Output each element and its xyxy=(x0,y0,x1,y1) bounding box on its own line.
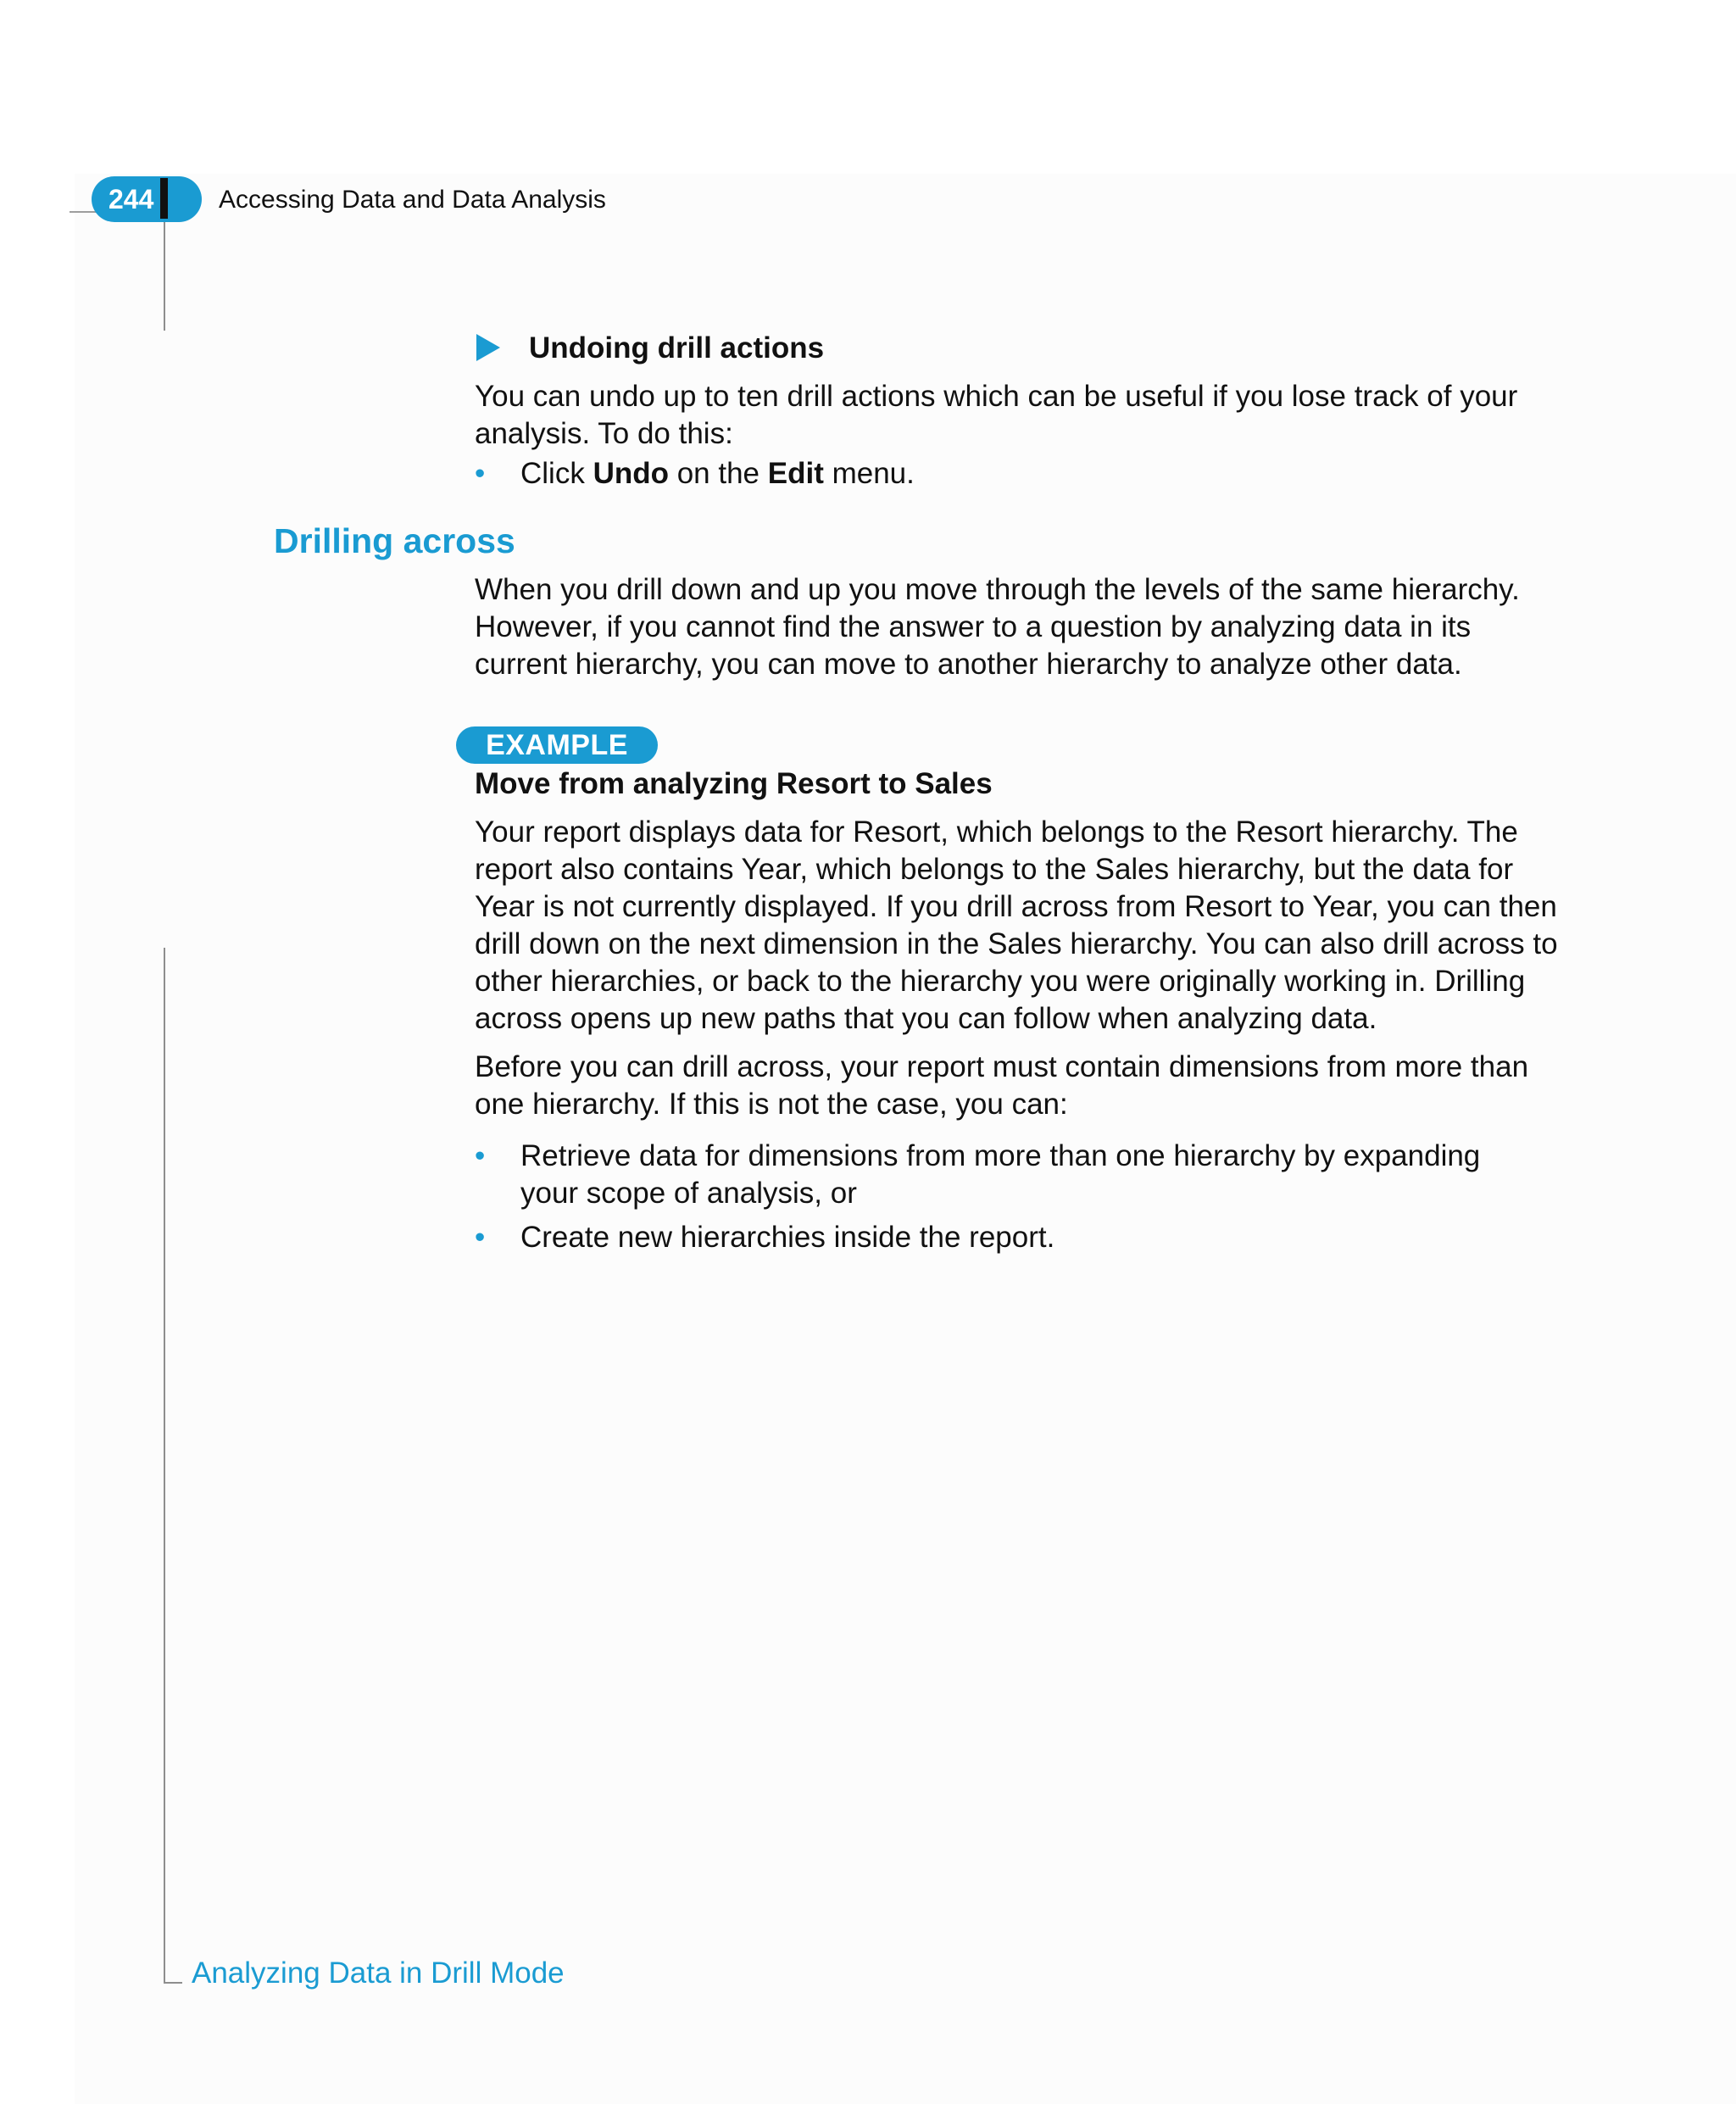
example-title: Move from analyzing Resort to Sales xyxy=(475,767,993,800)
list-item: Create new hierarchies inside the report. xyxy=(520,1221,1055,1254)
undo-bullet-middle: on the xyxy=(668,457,768,490)
page-number: 244 xyxy=(108,184,154,214)
undo-bullet-suffix: menu. xyxy=(823,457,915,490)
subhead-undoing-drill-actions: Undoing drill actions xyxy=(529,331,825,365)
before-paragraph: Before you can drill across, your report must contain dimensions from more than one hierarchy. If this is not the case, you can: xyxy=(475,1050,1529,1121)
undo-bullet xyxy=(520,455,1538,493)
bullet-dot: • xyxy=(475,1221,486,1254)
undo-command: Undo xyxy=(593,457,669,490)
example-badge: EXAMPLE xyxy=(456,726,658,764)
undo-bullet-prefix: Click xyxy=(520,457,593,490)
list-item: Retrieve data for dimensions from more than one hierarchy by expanding your scope of analysis, or xyxy=(520,1139,1481,1210)
drilling-across-paragraph: When you drill down and up you move through the levels of the same hierarchy. However, if you cannot find the answer to a question by analyzing data in its current hierarchy, you can move to another hierarchy to analyze other data. xyxy=(475,573,1520,681)
undo-paragraph: You can undo up to ten drill actions which can be useful if you lose track of your analysis. To do this: xyxy=(475,380,1518,450)
triangle-arrow-icon xyxy=(476,334,500,361)
margin-rule-bottom xyxy=(164,948,165,1984)
running-head: Accessing Data and Data Analysis xyxy=(219,186,606,214)
section-heading-drilling-across: Drilling across xyxy=(274,521,515,560)
footer-chapter-title: Analyzing Data in Drill Mode xyxy=(192,1956,565,1990)
edit-menu-name: Edit xyxy=(767,457,824,490)
bullet-dot: • xyxy=(475,457,486,490)
bullet-dot: • xyxy=(475,1139,486,1172)
example-paragraph: Your report displays data for Resort, which belongs to the Resort hierarchy. The report also contains Year, which belongs to the Sales hierarchy, but the data for Year is not currently displayed. If you drill across from Resort to Year, you can then drill down on the next dimension in the Sales hierarchy. You can also drill across to other hierarchies, or back to the hierarchy you were originally working in. Drilling across opens up new paths that you can follow when analyzing data. xyxy=(475,815,1558,1035)
footer-rule xyxy=(164,1982,182,1984)
page-number-bar xyxy=(160,178,168,219)
margin-rule-top xyxy=(164,212,165,331)
